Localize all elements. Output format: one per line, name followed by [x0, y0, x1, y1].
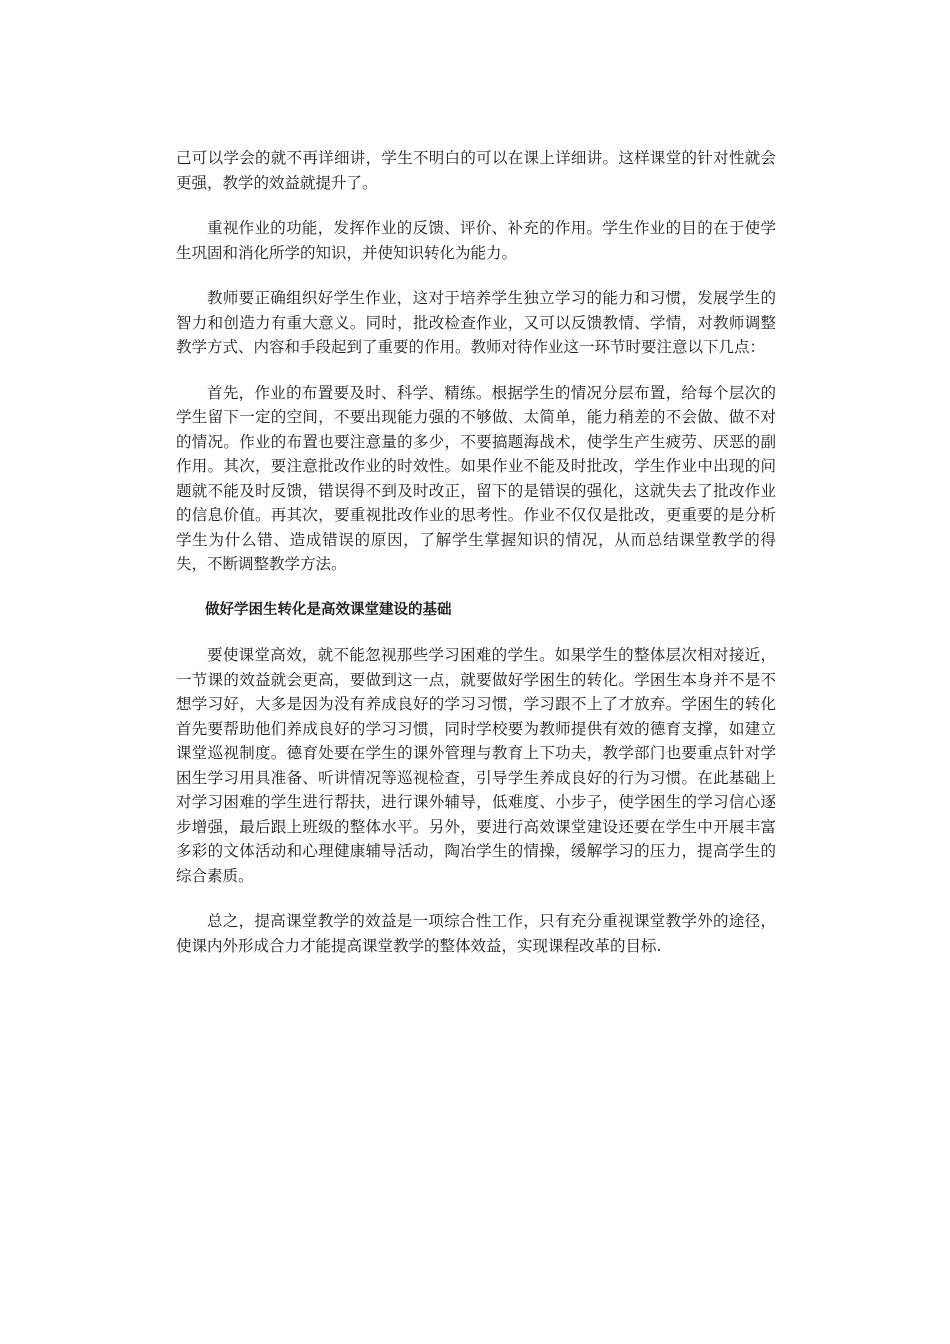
paragraph-homework-function: 重视作业的功能，发挥作业的反馈、评价、补充的作用。学生作业的目的在于使学生巩固和消化所学的知识，并使知识转化为能力。	[176, 219, 776, 262]
paragraph-struggling-students: 要使课堂高效，就不能忽视那些学习困难的学生。如果学生的整体层次相对接近，一节课的效益就会更高，要做到这一点，就要做好学困生的转化。学困生本身并不是不想学习好，大多是因为没有养成良好的学习习惯，学习跟不上了才放弃。学困生的转化首先要帮助他们养成良好的学习习惯，同时学校要为教师提供有效的德育支撑，如建立课堂巡视制度。德育处要在学生的课外管理与教育上下功夫，教学部门也要重点针对学困生学习用具准备、听讲情况等巡视检查，引导学生养成良好的行为习惯。在此基础上对学习困难的学生进行帮扶，进行课外辅导，低难度、小步子，使学困生的学习信心逐步增强，最后跟上班级的整体水平。另外，要进行高效课堂建设还要在学生中开展丰富多彩的文体活动和心理健康辅导活动，陶冶学生的情操，缓解学习的压力，提高学生的综合素质。	[176, 646, 776, 885]
section-heading: 做好学困生转化是高效课堂建设的基础	[205, 601, 452, 618]
paragraph-continuation: 己可以学会的就不再详细讲，学生不明白的可以在课上详细讲。这样课堂的针对性就会更强，教学的效益就提升了。	[176, 149, 776, 192]
document-body	[176, 146, 776, 979]
paragraph-conclusion: 总之，提高课堂教学的效益是一项综合性工作，只有充分重视课堂教学外的途径，使课内外形成合力才能提高课堂教学的整体效益，实现课程改革的目标.	[176, 912, 776, 955]
paragraph-homework-organization: 教师要正确组织好学生作业，这对于培养学生独立学习的能力和习惯，发展学生的智力和创造力有重大意义。同时，批改检查作业，又可以反馈教情、学情，对教师调整教学方式、内容和手段起到了重要的作用。教师对待作业这一环节时要注意以下几点：	[176, 289, 776, 356]
paragraph-homework-points: 首先，作业的布置要及时、科学、精练。根据学生的情况分层布置，给每个层次的学生留下一定的空间，不要出现能力强的不够做、太简单，能力稍差的不会做、做不对的情况。作业的布置也要注意量的多少，不要搞题海战术，使学生产生疲劳、厌恶的副作用。其次，要注意批改作业的时效性。如果作业不能及时批改，学生作业中出现的问题就不能及时反馈，错误得不到及时改正，留下的是错误的强化，这就失去了批改作业的信息价值。再其次，要重视批改作业的思考性。作业不仅仅是批改，更重要的是分析学生为什么错、造成错误的原因，了解学生掌握知识的情况，从而总结课堂教学的得失，不断调整教学方法。	[176, 383, 776, 573]
